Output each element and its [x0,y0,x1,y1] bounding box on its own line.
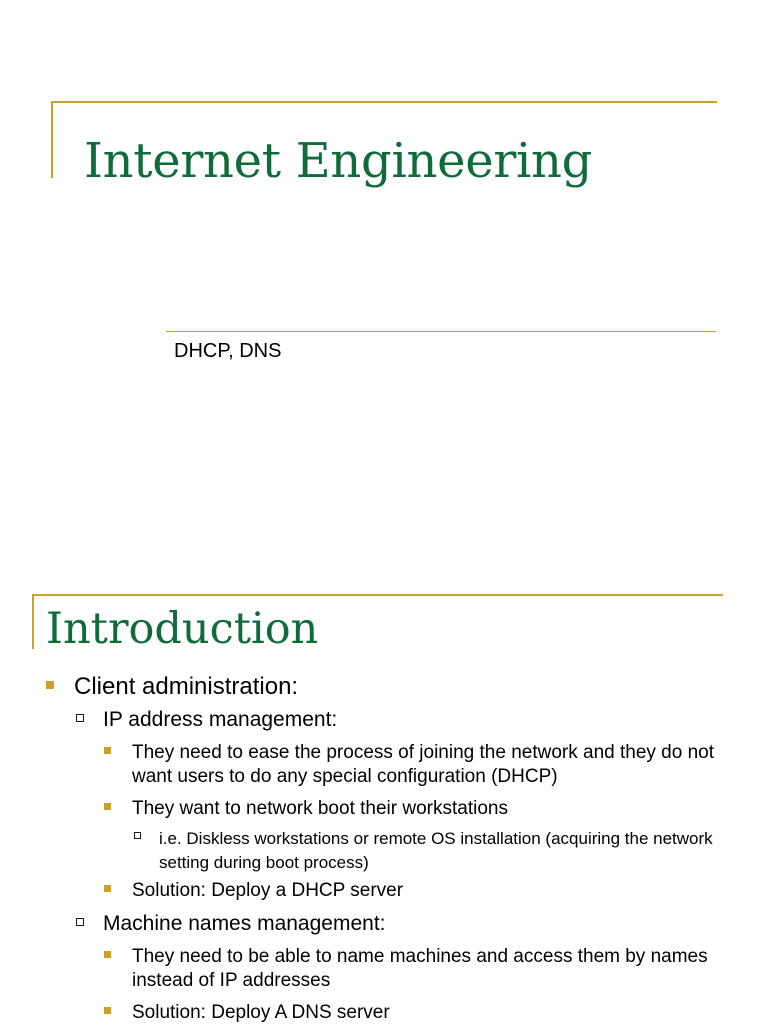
bullet-deploy-dhcp: Solution: Deploy a DHCP server [132,880,404,901]
filled-square-bullet-icon [46,681,54,689]
outline-square-bullet-icon [134,832,141,839]
bullet-ease-joining-network: They need to ease the process of joining the network and they do not want users to do any special configuration (DHCP) [132,742,714,787]
filled-square-bullet-icon [104,803,111,810]
title-slide-left-rule [51,101,53,178]
slide-title: Internet Engineering [84,133,593,189]
content-slide-top-rule [32,594,723,596]
bullet-name-machines: They need to be able to name machines and access them by names instead of IP addresses [132,946,708,991]
subtitle-separator [166,331,716,332]
outline-square-bullet-icon [76,714,84,722]
filled-square-bullet-icon [104,885,111,892]
section-title: Introduction [46,604,319,654]
filled-square-bullet-icon [104,951,111,958]
content-slide-left-rule [32,594,34,649]
filled-square-bullet-icon [104,1007,111,1014]
bullet-deploy-dns: Solution: Deploy A DNS server [132,1002,390,1023]
slide-subtitle: DHCP, DNS [174,340,282,362]
bullet-diskless-workstations: i.e. Diskless workstations or remote OS installation (acquiring the network setting during boot process) [159,829,713,872]
bullet-network-boot: They want to network boot their workstations [132,798,508,819]
title-slide-top-rule [51,101,717,103]
bullet-machine-names-management: Machine names management: [103,912,386,935]
bullet-client-administration: Client administration: [74,673,299,700]
outline-square-bullet-icon [76,918,84,926]
filled-square-bullet-icon [104,747,111,754]
bullet-ip-address-management: IP address management: [103,708,338,731]
